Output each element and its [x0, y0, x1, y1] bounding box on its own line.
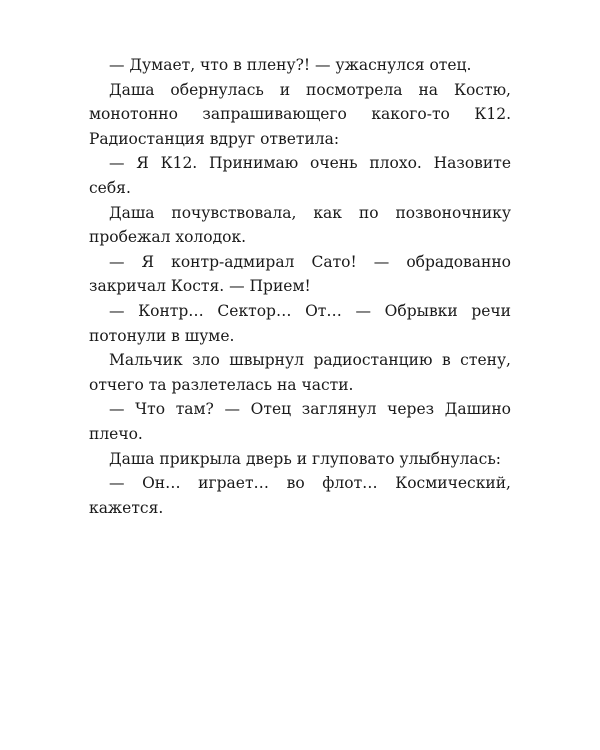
paragraph-1: — Думает, что в плену?! — ужаснулся отец. — [109, 56, 472, 74]
paragraph-7: Мальчик зло швырнул радиостанцию в стену, отчего та разлетелась на части. — [89, 351, 511, 394]
paragraph-10: — Он… играет… во флот… Космический, кажется. — [89, 474, 511, 517]
body-text — [89, 53, 511, 520]
paragraph-4: Даша почувствовала, как по позвоночнику пробежал холодок. — [89, 203, 511, 247]
paragraph-6: — Контр… Сектор… От… — Обрывки речи потонули в шуме. — [89, 301, 511, 345]
paragraph-2: Даша обернулась и посмотрела на Костю, монотонно запрашивающего какого-то К12. Радиостанция вдруг ответила: — [89, 80, 511, 148]
paragraph-8: — Что там? — Отец заглянул через Дашино плечо. — [89, 400, 511, 443]
paragraph-3: — Я К12. Принимаю очень плохо. Назовите себя. — [89, 154, 511, 197]
paragraph-9: Даша прикрыла дверь и глуповато улыбнулась: — [109, 449, 502, 468]
paragraph-5: — Я контр-адмирал Сато! — обрадованно закричал Костя. — Прием! — [89, 252, 511, 296]
